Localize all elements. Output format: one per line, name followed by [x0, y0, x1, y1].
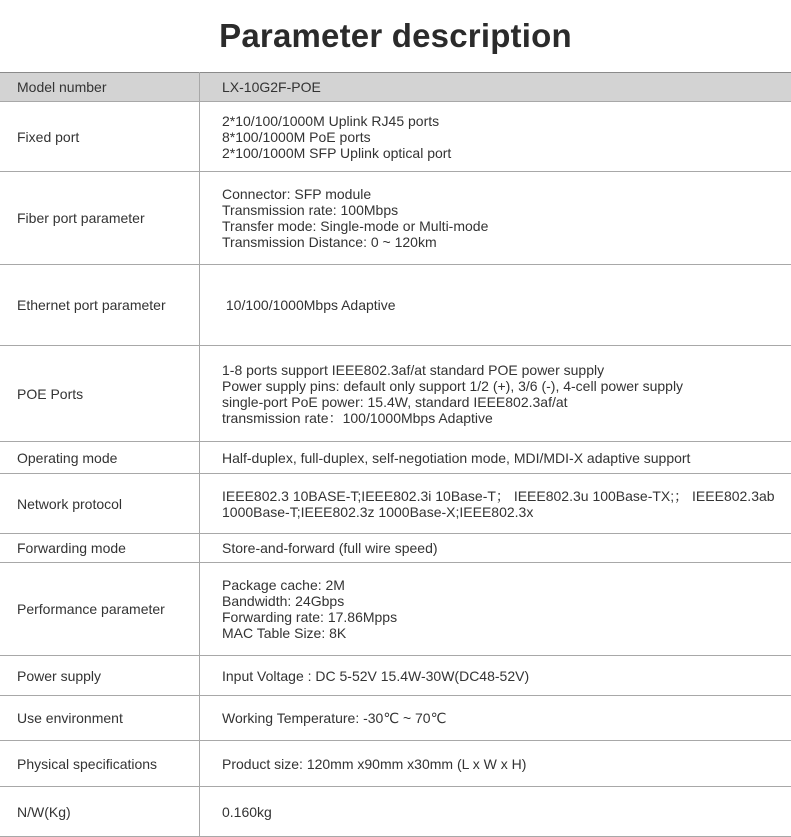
- value-line: transmission rate：100/1000Mbps Adaptive: [222, 410, 791, 426]
- row-value: [200, 442, 791, 474]
- value-line: Transmission Distance: 0 ~ 120km: [222, 234, 791, 250]
- page-title: Parameter description: [0, 0, 791, 72]
- row-label: Fiber port parameter: [0, 172, 200, 265]
- value-line: single-port PoE power: 15.4W, standard IEEE802.3af/at: [222, 394, 791, 410]
- row-value: [200, 172, 791, 265]
- value-line: 8*100/1000M PoE ports: [222, 129, 791, 145]
- value-line: MAC Table Size: 8K: [222, 625, 791, 641]
- row-value: [200, 73, 791, 102]
- table-row: [0, 534, 791, 563]
- value-line: LX-10G2F-POE: [222, 79, 791, 95]
- row-label: Use environment: [0, 696, 200, 741]
- row-value: [200, 102, 791, 172]
- value-line: 0.160kg: [222, 804, 791, 820]
- value-line: 1-8 ports support IEEE802.3af/at standard POE power supply: [222, 362, 791, 378]
- value-line: Transmission rate: 100Mbps: [222, 202, 791, 218]
- value-line: Working Temperature: -30℃ ~ 70℃: [222, 710, 791, 726]
- value-line: Bandwidth: 24Gbps: [222, 593, 791, 609]
- value-line: Forwarding rate: 17.86Mpps: [222, 609, 791, 625]
- table-row: [0, 172, 791, 265]
- table-row: [0, 696, 791, 741]
- value-line: 10/100/1000Mbps Adaptive: [222, 297, 791, 313]
- row-label: Power supply: [0, 656, 200, 696]
- row-label: N/W(Kg): [0, 787, 200, 837]
- row-label: Fixed port: [0, 102, 200, 172]
- value-line: Product size: 120mm x90mm x30mm (L x W x H): [222, 756, 791, 772]
- row-value: [200, 696, 791, 741]
- table-row: [0, 346, 791, 442]
- value-line: 2*10/100/1000M Uplink RJ45 ports: [222, 113, 791, 129]
- row-label: Forwarding mode: [0, 534, 200, 563]
- row-value: [200, 787, 791, 837]
- value-line: Package cache: 2M: [222, 577, 791, 593]
- row-label: Ethernet port parameter: [0, 265, 200, 346]
- value-line: 1000Base-T;IEEE802.3z 1000Base-X;IEEE802.3x: [222, 504, 791, 520]
- table-row: [0, 102, 791, 172]
- value-line: IEEE802.3 10BASE-T;IEEE802.3i 10Base-T； IEEE802.3u 100Base-TX;； IEEE802.3ab: [222, 488, 791, 504]
- row-label: Model number: [0, 73, 200, 102]
- value-line: Connector: SFP module: [222, 186, 791, 202]
- table-row: [0, 474, 791, 534]
- row-label: Physical specifications: [0, 741, 200, 787]
- row-value: [200, 656, 791, 696]
- row-label: Performance parameter: [0, 563, 200, 656]
- row-label: Operating mode: [0, 442, 200, 474]
- table-row: [0, 73, 791, 102]
- table-row: [0, 442, 791, 474]
- table-row: [0, 563, 791, 656]
- row-label: POE Ports: [0, 346, 200, 442]
- value-line: Power supply pins: default only support 1/2 (+), 3/6 (-), 4-cell power supply: [222, 378, 791, 394]
- row-value: [200, 346, 791, 442]
- row-value: [200, 741, 791, 787]
- table-row: [0, 741, 791, 787]
- row-value: [200, 534, 791, 563]
- value-line: Store-and-forward (full wire speed): [222, 540, 791, 556]
- table-row: [0, 265, 791, 346]
- value-line: Input Voltage : DC 5-52V 15.4W-30W(DC48-52V): [222, 668, 791, 684]
- row-value: [200, 474, 791, 534]
- value-line: 2*100/1000M SFP Uplink optical port: [222, 145, 791, 161]
- parameter-table: [0, 72, 791, 837]
- value-line: Half-duplex, full-duplex, self-negotiation mode, MDI/MDI-X adaptive support: [222, 450, 791, 466]
- row-value: [200, 265, 791, 346]
- value-line: Transfer mode: Single-mode or Multi-mode: [222, 218, 791, 234]
- table-row: [0, 656, 791, 696]
- table-row: [0, 787, 791, 837]
- row-label: Network protocol: [0, 474, 200, 534]
- row-value: [200, 563, 791, 656]
